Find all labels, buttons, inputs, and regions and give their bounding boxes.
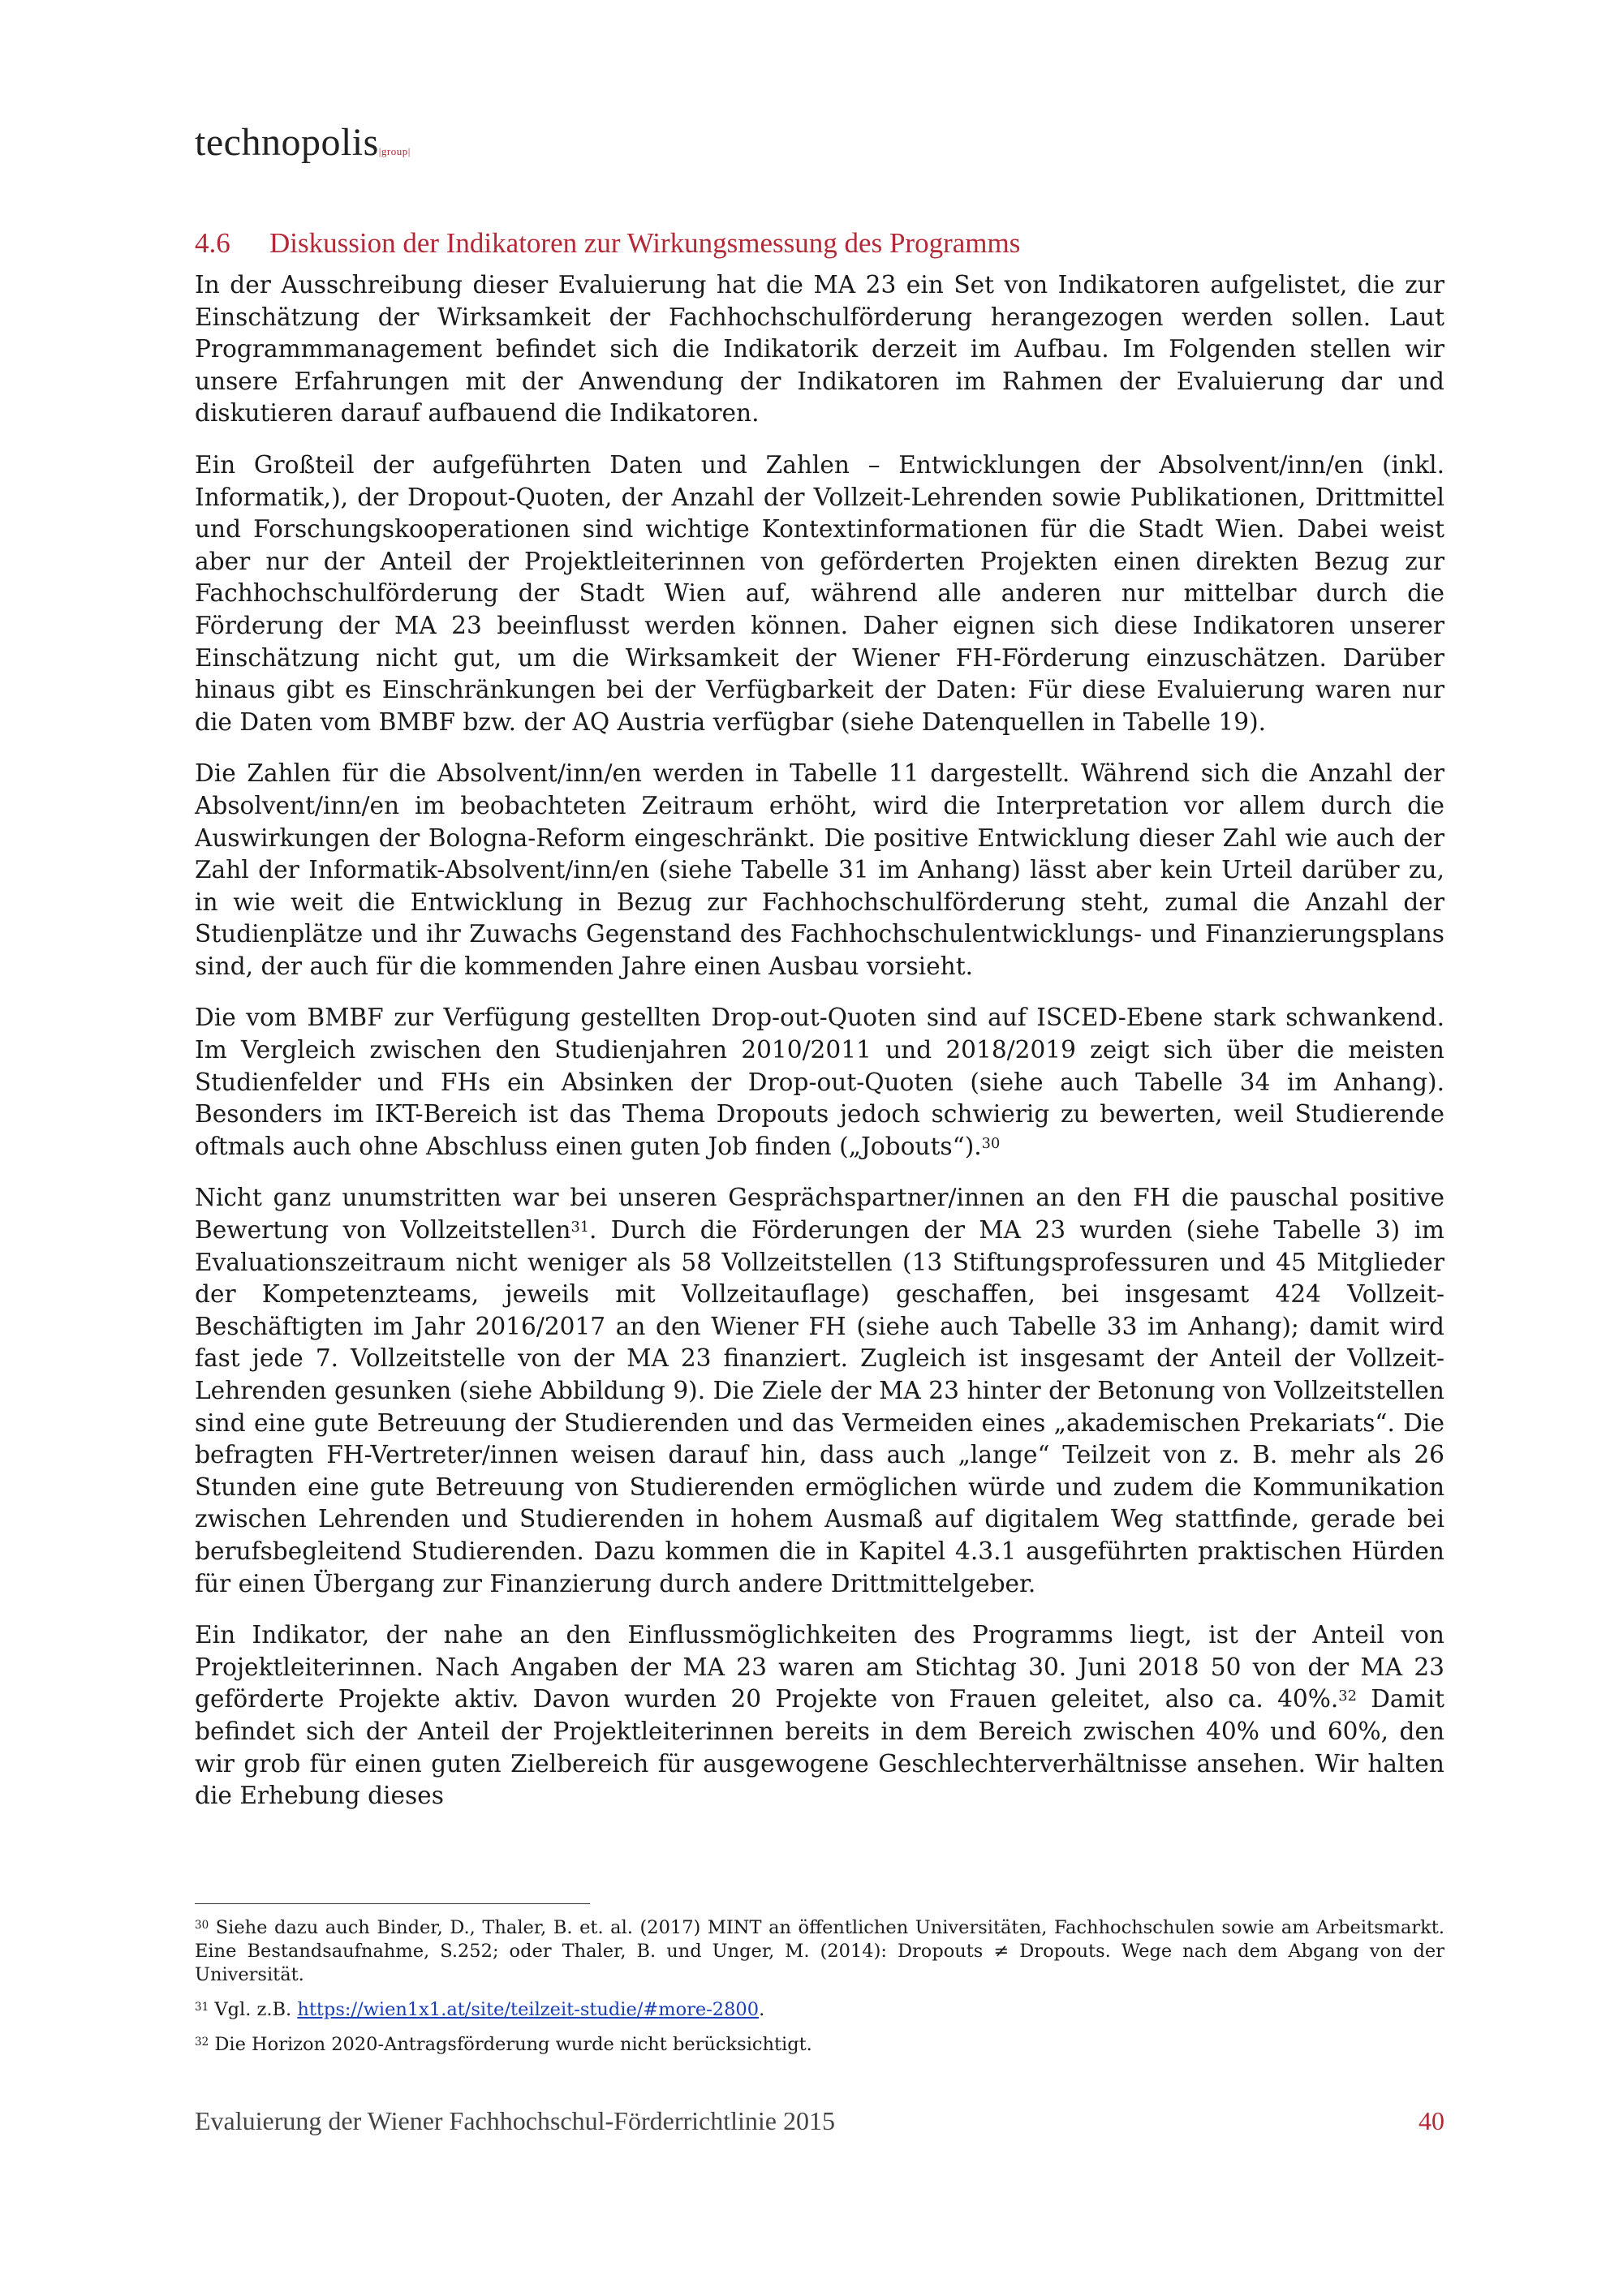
logo-text: technopolis (195, 121, 379, 164)
paragraph-6-text-b: Damit befindet sich der Anteil der Projektleiterinnen bereits in dem Bereich zwischen 40% und 60%, den wir grob für einen guten Zielbereich für ausgewogene Geschlechterverhältnisse ansehen. Wir halten die Erhebung dieses (195, 1685, 1444, 1810)
footnote-31-suffix: . (759, 1999, 765, 2020)
section-body (195, 269, 1444, 1812)
paragraph-2: Ein Großteil der aufgeführten Daten und Zahlen – Entwicklungen der Absolvent/inn/en (inkl. Informatik,), der Dropout-Quoten, der Anzahl der Vollzeit-Lehrenden sowie Publikationen, Drittmittel und Forschungskooperationen sind wichtige Kontextinformationen für die Stadt Wien. Dabei weist aber nur der Anteil der Projektleiterinnen von geförderten Projekten einen direkten Bezug zur Fachhochschulförderung der Stadt Wien auf, während alle anderen nur mittelbar durch die Förderung der MA 23 beeinflusst werden können. Daher eignen sich diese Indikatoren unserer Einschätzung nicht gut, um die Wirksamkeit der Wiener FH-Förderung einzuschätzen. Darüber hinaus gibt es Einschränkungen bei der Verfügbarkeit der Daten: Für diese Evaluierung waren nur die Daten vom BMBF bzw. der AQ Austria verfügbar (siehe Datenquellen in Tabelle 19). (195, 450, 1444, 736)
footnote-30 (195, 1916, 1444, 1987)
footnote-32 (195, 2033, 1444, 2057)
page-footer (195, 2106, 1444, 2136)
footnote-ref-32[interactable]: 32 (1338, 1688, 1357, 1705)
paragraph-6 (195, 1619, 1444, 1812)
paragraph-1: In der Ausschreibung dieser Evaluierung hat die MA 23 ein Set von Indikatoren aufgelistet, die zur Einschätzung der Wirksamkeit der Fachhochschulförderung herangezogen werden sollen. Laut Programmmanagement befindet sich die Indikatorik derzeit im Aufbau. Im Folgenden stellen wir unsere Erfahrungen mit der Anwendung der Indikatoren im Rahmen der Evaluierung dar und diskutieren darauf aufbauend die Indikatoren. (195, 271, 1444, 428)
section-heading (195, 227, 1444, 260)
footer-title: Evaluierung der Wiener Fachhochschul-Förderrichtlinie 2015 (195, 2106, 835, 2135)
footnote-31-link[interactable]: https://wien1x1.at/site/teilzeit-studie/#more-2800 (297, 1999, 760, 2020)
page-number: 40 (1419, 2106, 1444, 2135)
paragraph-4-text: Die vom BMBF zur Verfügung gestellten Drop-out-Quoten sind auf ISCED-Ebene stark schwankend. Im Vergleich zwischen den Studienjahren 2010/2011 und 2018/2019 zeigt sich über die meisten Studienfelder und FHs ein Absinken der Drop-out-Quoten (siehe auch Tabelle 34 im Anhang). Besonders im IKT-Bereich ist das Thema Dropouts jedoch schwierig zu bewerten, weil Studierende oftmals auch ohne Abschluss einen guten Job finden („Jobouts“). (195, 1004, 1444, 1160)
paragraph-5 (195, 1182, 1444, 1600)
footnote-number-32: 32 (195, 2035, 209, 2049)
footnote-30-text: Siehe dazu auch Binder, D., Thaler, B. et. al. (2017) MINT an öffentlichen Universitäten, Fachhochschulen sowie am Arbeitsmarkt. Eine Bestandsaufnahme, S.252; oder Thaler, B. und Unger, M. (2014): Dropouts ≠ Dropouts. Wege nach dem Abgang von der Universität. (195, 1917, 1444, 1985)
section-number: 4.6 (195, 227, 230, 259)
paragraph-6-text-a: Ein Indikator, der nahe an den Einflussmöglichkeiten des Programms liegt, ist der Anteil von Projektleiterinnen. Nach Angaben der MA 23 waren am Stichtag 30. Juni 2018 50 von der MA 23 geförderte Projekte aktiv. Davon wurden 20 Projekte von Frauen geleitet, also ca. 40%. (195, 1621, 1444, 1713)
paragraph-5-text-a: Nicht ganz unumstritten war bei unseren Gesprächspartner/innen an den FH die pauschal positive Bewertung von Vollzeitstellen (195, 1184, 1444, 1245)
footnote-31 (195, 1998, 1444, 2022)
footnote-ref-31[interactable]: 31 (570, 1219, 590, 1236)
paragraph-5-text-b: . Durch die Förderungen der MA 23 wurden (siehe Tabelle 3) im Evaluationszeitraum nicht weniger als 58 Vollzeitstellen (13 Stiftungsprofessuren und 45 Mitglieder der Kompetenzteams, jeweils mit Vollzeitauflage) geschaffen, bei insgesamt 424 Vollzeit-Beschäftigten im Jahr 2016/2017 an den Wiener FH (siehe auch Tabelle 33 im Anhang); damit wird fast jede 7. Vollzeitstelle von der MA 23 finanziert. Zugleich ist insgesamt der Anteil der Vollzeit-Lehrenden gesunken (siehe Abbildung 9). Die Ziele der MA 23 hinter der Betonung von Vollzeitstellen sind eine gute Betreuung der Studierenden und das Vermeiden eines „akademischen Prekariats“. Die befragten FH-Vertreter/innen weisen darauf hin, dass auch „lange“ Teilzeit von z. B. mehr als 26 Stunden eine gute Betreuung von Studierenden ermöglichen würde und zudem die Kommunikation zwischen Lehrenden und Studierenden in hohem Ausmaß auf digitalem Weg stattfinde, gerade bei berufsbegleitend Studierenden. Dazu kommen die in Kapitel 4.3.1 ausgeführten praktischen Hürden für einen Übergang zur Finanzierung durch andere Drittmittelgeber. (195, 1216, 1444, 1597)
footnote-31-prefix: Vgl. z.B. (209, 1999, 298, 2020)
section-4-6 (195, 227, 1444, 1832)
footnote-ref-30[interactable]: 30 (981, 1135, 1001, 1152)
logo-group-suffix: |group| (378, 145, 411, 157)
paragraph-3: Die Zahlen für die Absolvent/inn/en werden in Tabelle 11 dargestellt. Während sich die Anzahl der Absolvent/inn/en im beobachteten Zeitraum erhöht, wird die Interpretation vor allem durch die Auswirkungen der Bologna-Reform eingeschränkt. Die positive Entwicklung dieser Zahl wie auch der Zahl der Informatik-Absolvent/inn/en (siehe Tabelle 31 im Anhang) lässt aber kein Urteil darüber zu, in wie weit die Entwicklung in Bezug zur Fachhochschulförderung steht, zumal die Anzahl der Studienplätze und ihr Zuwachs Gegenstand des Fachhochschulentwicklungs- und Finanzierungsplans sind, der auch für die kommenden Jahre einen Ausbau vorsieht. (195, 759, 1444, 980)
footnotes (195, 1916, 1444, 2068)
footnote-divider (195, 1903, 590, 1904)
footnote-number-31: 31 (195, 2000, 209, 2014)
footnote-number-30: 30 (195, 1918, 209, 1932)
technopolis-logo (195, 120, 411, 165)
paragraph-4 (195, 1002, 1444, 1163)
footnote-32-text: Die Horizon 2020-Antragsförderung wurde nicht berücksichtigt. (209, 2034, 812, 2055)
section-title: Diskussion der Indikatoren zur Wirkungsmessung des Programms (269, 227, 1021, 259)
